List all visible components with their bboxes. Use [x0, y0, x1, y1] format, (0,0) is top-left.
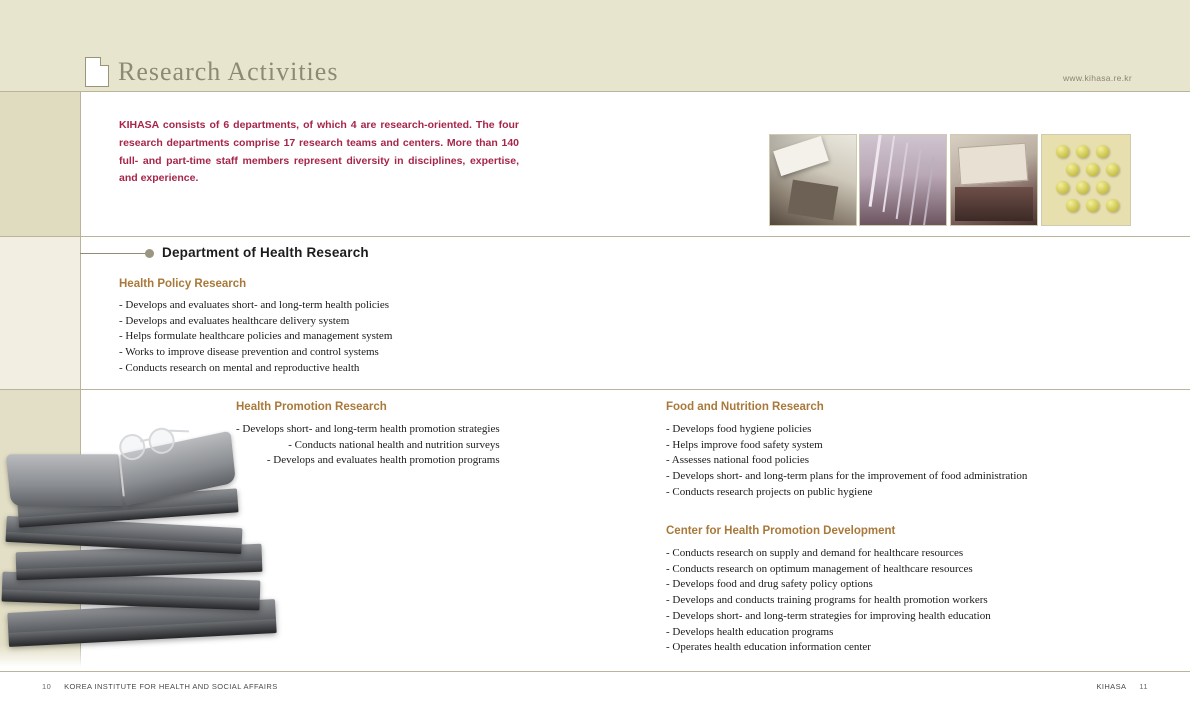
- list-item: - Develops and evaluates healthcare delivery system: [119, 314, 350, 327]
- rule-above-footer: [0, 671, 1190, 672]
- list-item: - Helps formulate healthcare policies and management system: [119, 330, 393, 343]
- page-number-left: 10: [42, 682, 52, 691]
- list-item: - Operates health education information center: [666, 641, 871, 654]
- list-item: - Works to improve disease prevention and control systems: [119, 346, 379, 359]
- section-title: Food and Nutrition Research: [666, 401, 824, 413]
- section-bullet-list: [666, 546, 991, 656]
- photo-syringes: [859, 134, 947, 226]
- list-item: - Conducts national health and nutrition surveys: [288, 438, 500, 451]
- rule-under-header: [0, 91, 1190, 92]
- list-item: - Develops short- and long-term health promotion strategies: [236, 423, 500, 435]
- section-bullet-list: [119, 298, 392, 377]
- list-item: - Develops health education programs: [666, 625, 834, 638]
- list-item: - Develops short- and long-term strategies for improving health education: [666, 609, 991, 622]
- intro-paragraph: KIHASA consists of 6 departments, of which 4 are research-oriented. The four research departments comprise 17 research teams and centers. More than 140 full- and part-time staff members represent diversity in disciplines, expertise, and experience.: [119, 119, 519, 185]
- footer-institute-name: KOREA INSTITUTE FOR HEALTH AND SOCIAL AFFAIRS: [64, 682, 278, 691]
- footer-left: [42, 682, 278, 691]
- section-title: Health Promotion Research: [236, 401, 387, 413]
- list-item: - Develops and evaluates health promotion programs: [266, 454, 500, 467]
- section-center-for-health-promotion-development: [666, 525, 991, 656]
- section-health-policy-research: [119, 278, 392, 377]
- books-illustration: [0, 418, 290, 671]
- list-item: - Conducts research on mental and reproductive health: [119, 361, 360, 374]
- photo-document-scanner: [950, 134, 1038, 226]
- rule-under-intro: [0, 236, 1190, 237]
- list-item: - Conducts research on optimum management of healthcare resources: [666, 562, 973, 575]
- list-item: - Helps improve food safety system: [666, 438, 823, 451]
- list-item: - Conducts research on supply and demand for healthcare resources: [666, 547, 964, 559]
- document-icon: [85, 57, 109, 87]
- footer-right: [1096, 682, 1148, 691]
- list-item: - Develops and conducts training programs for health promotion workers: [666, 594, 988, 607]
- section-food-and-nutrition-research: [666, 401, 1027, 501]
- list-item: - Assesses national food policies: [666, 454, 809, 467]
- section-title: Center for Health Promotion Development: [666, 525, 896, 537]
- photo-yellow-pills: [1041, 134, 1131, 226]
- list-item: - Develops short- and long-term plans for the improvement of food administration: [666, 470, 1028, 483]
- department-title: Department of Health Research: [162, 245, 369, 260]
- site-url: www.kihasa.re.kr: [1062, 73, 1132, 83]
- books-fade-overlay: [0, 645, 290, 671]
- section-bullet-list: [666, 422, 1027, 501]
- list-item: - Conducts research projects on public hygiene: [666, 485, 873, 498]
- footer-brand: KIHASA: [1096, 682, 1127, 691]
- department-bullet-icon: [145, 249, 154, 258]
- list-item: - Develops and evaluates short- and long-term health policies: [119, 299, 390, 311]
- list-item: - Develops food and drug safety policy options: [666, 578, 873, 591]
- page-title: Research Activities: [118, 57, 339, 86]
- page-number-right: 11: [1139, 682, 1148, 691]
- photo-lab-workbench: [769, 134, 857, 226]
- list-item: - Develops food hygiene policies: [666, 423, 812, 435]
- rule-under-department: [0, 389, 1190, 390]
- department-band-left-strip: [0, 236, 80, 389]
- section-title: Health Policy Research: [119, 278, 247, 290]
- department-leader-line: [80, 253, 146, 254]
- intro-band-left-strip: [0, 91, 80, 236]
